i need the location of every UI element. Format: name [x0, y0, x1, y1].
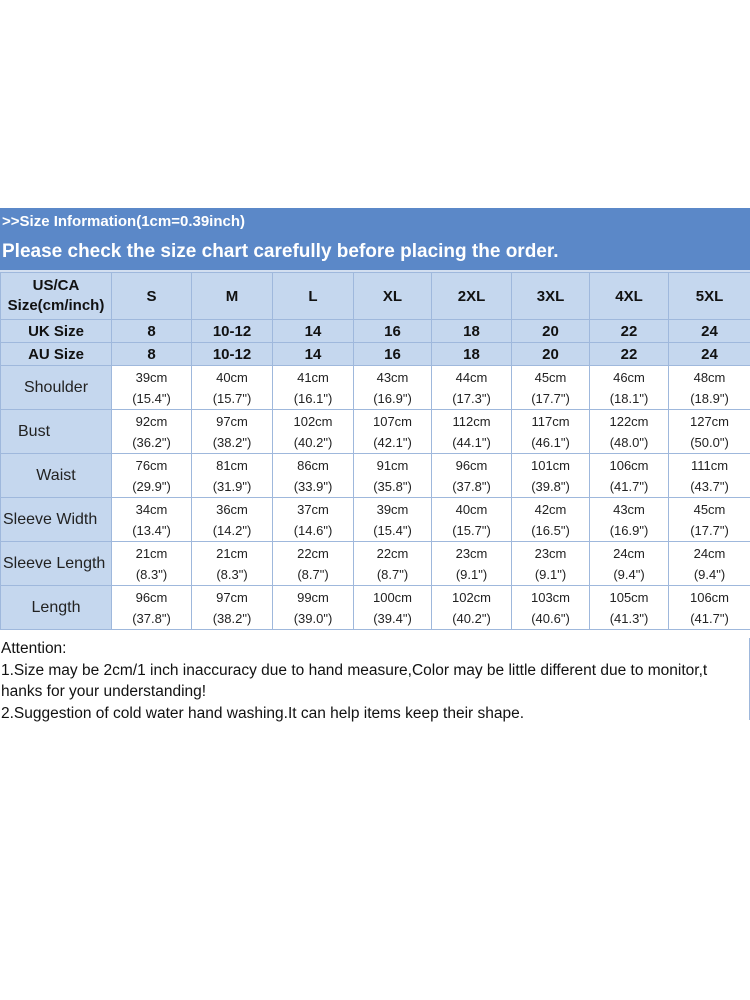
uk-size-cell: 14 — [273, 320, 354, 343]
measurement-cm: 92cm — [135, 413, 168, 429]
measurement-cm: 42cm — [534, 501, 567, 517]
measurement-cm: 41cm — [297, 369, 329, 385]
measurement-cm: 48cm — [693, 369, 726, 385]
measurement-inch: (13.4") — [132, 522, 171, 538]
measurement-cell — [354, 410, 432, 454]
measurement-inch: (8.3") — [135, 566, 168, 582]
uk-size-cell: 16 — [354, 320, 432, 343]
measurement-cell — [192, 454, 273, 498]
measurement-inch: (18.1") — [609, 390, 649, 406]
us-size-cell: 2XL — [432, 273, 512, 320]
measurement-cell — [354, 586, 432, 630]
us-size-cell: 5XL — [669, 273, 750, 320]
au-size-cell: 20 — [512, 343, 590, 366]
measurement-cm: 91cm — [376, 457, 409, 473]
measurement-cell — [192, 498, 273, 542]
measurement-row — [1, 410, 750, 454]
measurement-cell — [669, 366, 750, 410]
measurement-cell — [273, 542, 354, 586]
uk-size-cell: 24 — [669, 320, 750, 343]
measurement-inch: (9.4") — [693, 566, 726, 582]
measurement-inch: (40.2") — [452, 610, 491, 626]
measurement-cell — [512, 542, 590, 586]
us-size-label-line1: US/CA — [32, 277, 80, 294]
measurement-cell — [590, 410, 669, 454]
measurement-cell — [590, 542, 669, 586]
measurement-cm: 22cm — [297, 545, 329, 561]
measurement-cm: 24cm — [613, 545, 645, 561]
measurement-inch: (36.2") — [132, 434, 171, 450]
measurement-cm: 36cm — [216, 501, 248, 517]
measurement-cm: 43cm — [613, 501, 645, 517]
measurement-inch: (35.8") — [373, 478, 412, 494]
measurement-cm: 44cm — [455, 369, 488, 385]
measurement-inch: (38.2") — [212, 610, 252, 626]
au-size-cell: 24 — [669, 343, 750, 366]
measurement-cm: 23cm — [455, 545, 488, 561]
measurement-cell — [273, 586, 354, 630]
measurement-inch: (15.7") — [452, 522, 491, 538]
measurement-cell — [192, 586, 273, 630]
measurement-cm: 105cm — [609, 589, 649, 605]
measurement-inch: (17.3") — [452, 390, 491, 406]
measurement-cell — [669, 498, 750, 542]
measurement-cell — [590, 498, 669, 542]
uk-size-row — [1, 320, 750, 343]
attention-note-1a: 1.Size may be 2cm/1 inch inaccuracy due to hand measure,Color may be little different due to monitor,t — [1, 661, 708, 679]
measurement-inch: (17.7") — [531, 390, 570, 406]
measurement-inch: (43.7") — [690, 478, 729, 494]
measurement-cell — [432, 542, 512, 586]
measurement-inch: (16.9") — [373, 390, 412, 406]
measurement-cell — [112, 454, 192, 498]
measurement-cell — [112, 542, 192, 586]
au-size-label: AU Size — [1, 343, 112, 366]
measurement-cm: 39cm — [135, 369, 168, 385]
measurement-cell — [112, 410, 192, 454]
measurement-row — [1, 454, 750, 498]
measurement-inch: (9.1") — [534, 566, 567, 582]
attention-notes — [0, 638, 750, 720]
measurement-inch: (39.0") — [293, 610, 333, 626]
measurement-cell — [432, 586, 512, 630]
measurement-inch: (9.4") — [613, 566, 645, 582]
size-info-header: >>Size Information(1cm=0.39inch) — [0, 208, 750, 235]
measurement-inch: (41.7") — [609, 478, 649, 494]
measurement-label: Sleeve Width — [1, 498, 112, 542]
measurement-cm: 102cm — [451, 589, 492, 605]
us-size-label-line2: Size(cm/inch) — [7, 297, 105, 314]
measurement-cell — [432, 366, 512, 410]
measurement-cell — [112, 586, 192, 630]
uk-size-cell: 22 — [590, 320, 669, 343]
measurement-cm: 106cm — [689, 589, 730, 605]
measurement-cm: 97cm — [216, 589, 248, 605]
au-size-cell: 8 — [112, 343, 192, 366]
size-check-banner: Please check the size chart carefully before placing the order. — [0, 235, 750, 270]
measurement-row — [1, 498, 750, 542]
attention-note-1b: hanks for your understanding! — [1, 683, 207, 700]
measurement-cell — [273, 454, 354, 498]
measurement-inch: (18.9") — [690, 390, 729, 406]
measurement-cm: 21cm — [135, 545, 168, 561]
measurement-cell — [669, 454, 750, 498]
measurement-cell — [669, 586, 750, 630]
measurement-cm: 21cm — [216, 545, 248, 561]
measurement-cm: 24cm — [693, 545, 726, 561]
measurement-cell — [432, 498, 512, 542]
us-size-cell: 3XL — [512, 273, 590, 320]
measurement-cell — [192, 410, 273, 454]
measurement-inch: (8.7") — [376, 566, 409, 582]
measurement-cm: 127cm — [689, 413, 730, 429]
measurement-inch: (29.9") — [132, 478, 171, 494]
measurement-inch: (38.2") — [212, 434, 252, 450]
measurement-inch: (39.8") — [531, 478, 570, 494]
measurement-cell — [512, 366, 590, 410]
measurement-cm: 122cm — [609, 413, 649, 429]
measurement-inch: (41.7") — [690, 610, 729, 626]
measurement-cm: 102cm — [293, 413, 333, 429]
measurement-inch: (40.2") — [293, 434, 333, 450]
measurement-inch: (14.2") — [212, 522, 252, 538]
au-size-cell: 16 — [354, 343, 432, 366]
measurement-cell — [354, 454, 432, 498]
measurement-inch: (15.4") — [373, 522, 412, 538]
measurement-cell — [273, 498, 354, 542]
au-size-cell: 22 — [590, 343, 669, 366]
measurement-cell — [354, 498, 432, 542]
measurement-cm: 40cm — [216, 369, 248, 385]
measurement-cm: 81cm — [216, 457, 248, 473]
measurement-cell — [669, 410, 750, 454]
measurement-cm: 96cm — [455, 457, 488, 473]
measurement-row — [1, 542, 750, 586]
measurement-cm: 46cm — [613, 369, 645, 385]
measurement-cell — [112, 366, 192, 410]
uk-size-cell: 20 — [512, 320, 590, 343]
measurement-cm: 22cm — [376, 545, 409, 561]
measurement-inch: (46.1") — [531, 434, 570, 450]
au-size-cell: 14 — [273, 343, 354, 366]
au-size-row — [1, 343, 750, 366]
measurement-label: Bust — [1, 410, 112, 454]
measurement-cm: 106cm — [609, 457, 649, 473]
measurement-cm: 101cm — [530, 457, 571, 473]
measurement-cell — [590, 366, 669, 410]
measurement-inch: (31.9") — [212, 478, 252, 494]
measurement-cm: 45cm — [534, 369, 567, 385]
measurement-cm: 43cm — [376, 369, 409, 385]
measurement-cm: 45cm — [693, 501, 726, 517]
size-chart — [0, 208, 750, 720]
measurement-label: Sleeve Length — [1, 542, 112, 586]
measurement-cm: 100cm — [372, 589, 413, 605]
measurement-inch: (33.9") — [293, 478, 333, 494]
measurement-cm: 37cm — [297, 501, 329, 517]
measurement-cell — [432, 410, 512, 454]
measurement-cm: 23cm — [534, 545, 567, 561]
measurement-cm: 107cm — [372, 413, 413, 429]
attention-note-2: 2.Suggestion of cold water hand washing.It can help items keep their shape. — [1, 704, 525, 722]
measurement-cell — [273, 410, 354, 454]
us-size-cell: 4XL — [590, 273, 669, 320]
measurement-inch: (37.8") — [132, 610, 171, 626]
measurement-inch: (16.5") — [531, 522, 570, 538]
measurement-inch: (14.6") — [293, 522, 333, 538]
measurement-cm: 99cm — [297, 589, 329, 605]
uk-size-label: UK Size — [1, 320, 112, 343]
measurement-cell — [590, 454, 669, 498]
measurement-inch: (16.9") — [609, 522, 649, 538]
measurement-inch: (8.3") — [216, 566, 248, 582]
measurement-cell — [192, 366, 273, 410]
measurement-cm: 86cm — [297, 457, 329, 473]
au-size-cell: 10-12 — [192, 343, 273, 366]
measurement-cm: 97cm — [216, 413, 248, 429]
measurement-label: Shoulder — [1, 366, 112, 410]
us-size-label — [1, 273, 112, 320]
measurement-cm: 76cm — [135, 457, 168, 473]
size-header-row — [1, 273, 750, 320]
measurement-cm: 39cm — [376, 501, 409, 517]
measurement-cell — [512, 586, 590, 630]
measurement-cell — [192, 542, 273, 586]
measurement-cell — [512, 410, 590, 454]
measurement-cell — [512, 498, 590, 542]
measurement-cell — [512, 454, 590, 498]
measurement-cell — [590, 586, 669, 630]
uk-size-cell: 10-12 — [192, 320, 273, 343]
measurement-inch: (9.1") — [455, 566, 488, 582]
attention-title: Attention: — [1, 640, 67, 657]
measurement-label: Waist — [1, 454, 112, 498]
measurement-cm: 117cm — [531, 413, 570, 429]
measurement-inch: (15.7") — [212, 390, 252, 406]
measurement-inch: (17.7") — [690, 522, 729, 538]
us-size-cell: M — [192, 273, 273, 320]
measurement-cell — [354, 542, 432, 586]
measurement-inch: (50.0") — [690, 434, 729, 450]
measurement-inch: (44.1") — [452, 434, 491, 450]
measurement-inch: (8.7") — [297, 566, 329, 582]
measurement-inch: (42.1") — [373, 434, 412, 450]
measurement-inch: (37.8") — [452, 478, 491, 494]
measurement-inch: (16.1") — [293, 390, 333, 406]
measurement-inch: (48.0") — [609, 434, 649, 450]
us-size-cell: S — [112, 273, 192, 320]
au-size-cell: 18 — [432, 343, 512, 366]
measurement-cm: 111cm — [690, 457, 729, 473]
measurement-inch: (40.6") — [531, 610, 570, 626]
measurement-cm: 96cm — [135, 589, 168, 605]
measurement-inch: (39.4") — [373, 610, 412, 626]
measurement-cell — [112, 498, 192, 542]
measurement-cm: 103cm — [530, 589, 571, 605]
measurement-cell — [669, 542, 750, 586]
measurement-row — [1, 586, 750, 630]
measurement-cell — [432, 454, 512, 498]
measurement-cm: 112cm — [452, 413, 491, 429]
measurement-cm: 40cm — [455, 501, 488, 517]
measurement-label: Length — [1, 586, 112, 630]
measurement-cell — [273, 366, 354, 410]
measurement-cm: 34cm — [135, 501, 168, 517]
size-table — [0, 272, 750, 630]
us-size-cell: XL — [354, 273, 432, 320]
measurement-inch: (15.4") — [132, 390, 171, 406]
uk-size-cell: 18 — [432, 320, 512, 343]
uk-size-cell: 8 — [112, 320, 192, 343]
us-size-cell: L — [273, 273, 354, 320]
measurement-row — [1, 366, 750, 410]
measurement-inch: (41.3") — [609, 610, 649, 626]
measurement-cell — [354, 366, 432, 410]
